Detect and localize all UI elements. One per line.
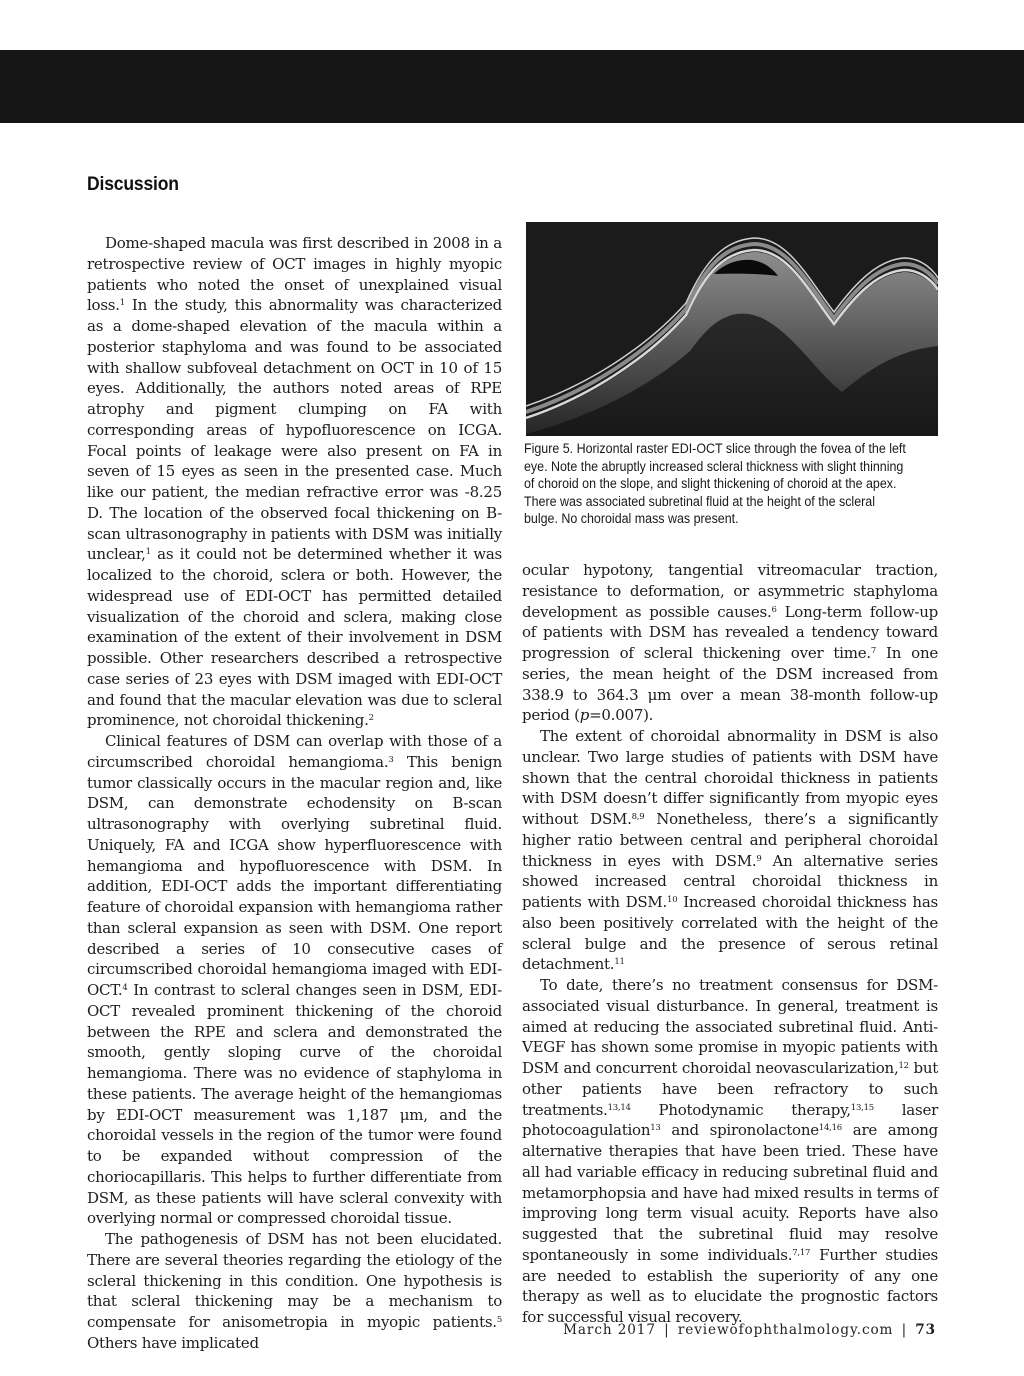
footer-date: March 2017 [563,1322,656,1338]
citation: 5 [496,1315,502,1325]
citation: 13 [650,1123,661,1134]
citation: 7,17 [792,1247,811,1258]
page-number: 73 [915,1322,936,1338]
paragraph-theories-continued: ocular hypotony, tangential vitreomacular traction, resistance to deformation, or asymmetric staphyloma development as possible causes.$^6$ Long-term follow-up of patients with DSM has revealed a tendency toward progression of scleral thickening over time.$^7$ In one series, the mean height of the DSM increased from 338.9 to 364.3 μm over a mean 38-month follow-up period (p=0.007). [522,561,938,725]
citation: 13,14 [607,1102,631,1113]
left-column [87,233,502,1354]
citation: 13,15 [850,1102,874,1113]
header-bar [0,50,1024,123]
page-footer: March 2017 | reviewofophthalmology.com | 73 [563,1322,936,1338]
citation: 10 [667,895,678,905]
citation: 2 [368,713,374,724]
paragraph-dsm-history: Dome-shaped macula was first described in 2008 in a retrospective review of OCT images in highly myopic patients who noted the onset of unexplained visual loss.$^1$ In the study, this abnormality was characterized as a dome-shaped elevation of the macula within a posterior staphyloma and was found to be associated with shallow subfoveal detachment on OCT in 10 of 15 eyes. Additionally, the authors noted areas of RPE atrophy and pigment clumping on FA with corresponding areas of hypofluorescence on ICGA. Focal points of leakage were also present on FA in seven of 15 eyes as seen in the presented case. Much like our patient, the median refractive error was -8.25 D. The location of the observed focal thickening on B-scan ultrasonography in patients with DSM was initially unclear,$^1$ as it could not be determined whether it was localized to the choroid, sclera or both. However, the widespread use of EDI-OCT has permitted detailed visualization of the choroid and sclera, making close examination of the extent of their involvement in DSM possible. Other researchers described a retrospective case series of 23 eyes with DSM imaged with EDI-OCT and found that the macular elevation was due to scleral prominence, not choroidal thickening.$^2$ [87,234,502,730]
paragraph-treatment: To date, there’s no treatment consensus for DSM-associated visual disturbance. In general, treatment is aimed at reducing the associated subretinal fluid. Anti-VEGF has shown some promise in myopic patients with DSM and concurrent choroidal neovascularization,$^{12}$ but other patients have been refractory to such treatments.$^{13,14}$ Photodynamic therapy,$^{13,15}$ laser photocoagulation$^{13}$ and spironolactone$^{14,16}$ are among alternative therapies that have been tried. These have all had variable efficacy in reducing subretinal fluid and metamorphopsia and have had mixed results in terms of improving long term visual acuity. Reports have also suggested that the subretinal fluid may resolve spontaneously in some individuals.$^{7,17}$ Further studies are needed to establish the superiority of any one therapy as well as to elucidate the prognostic factors for successful visual recovery. [522,976,939,1326]
citation: 1 [119,298,125,309]
citation: 1 [145,547,151,558]
paragraph-hemangioma: Clinical features of DSM can overlap with those of a circumscribed choroidal hemangioma.$^3$ This benign tumor classically occurs in the macular region and, like DSM, can demonstrate echodensity on B-scan ultrasonography with overlying subretinal fluid. Uniquely, FA and ICGA show hyperfluorescence with hemangioma and hypofluorescence with DSM. In addition, EDI-OCT adds the important differentiating feature of choroidal expansion with hemangioma rather than scleral expansion as seen with DSM. One report described a series of 10 consecutive cases of circumscribed choroidal hemangioma imaged with EDI-OCT.$^4$ In contrast to scleral changes seen in DSM, EDI-OCT revealed prominent thickening of the choroid between the RPE and sclera and demonstrated the smooth, gently sloping curve of the choroidal hemangioma. There was no evidence of staphyloma in these patients. The average height of the hemangiomas by EDI-OCT measurement was 1,187 μm, and the choroidal vessels in the region of the tumor were found to be expanded without compression of the choriocapillaris. This helps to further differentiate from DSM, as these patients will have scleral convexity with overlying normal or compressed choroidal tissue. [87,732,502,1228]
paragraph-choroidal-abnormality: The extent of choroidal abnormality in DSM is also unclear. Two large studies of patients with DSM have shown that the central choroidal thickness in patients with DSM doesn’t differ significantly from myopic eyes without DSM.$^{8,9}$ Nonetheless, there’s a significantly higher ratio between central and peripheral choroidal thickness in eyes with DSM.$^9$ An alternative series showed increased central choroidal thickness in patients with DSM.$^{10}$ Increased choroidal thickness has also been positively correlated with the height of the scleral bulge and the presence of serous retinal detachment.$^{11}$ [522,727,938,974]
citation: 3 [388,754,394,765]
right-column [522,560,938,1328]
citation: 12 [898,1061,909,1071]
paragraph-pathogenesis: The pathogenesis of DSM has not been elucidated. There are several theories regarding the etiology of the scleral thickening in this condition. One hypothesis is that scleral thickening may be a mechanism to compensate for anisometropia in myopic patients.$^5$ Others have implicated [87,1230,502,1352]
oct-scan-graphic [526,222,938,436]
citation: 4 [122,983,128,993]
footer-site: reviewofophthalmology.com [677,1322,894,1338]
citation: 8,9 [631,812,645,822]
citation: 9 [756,853,762,864]
section-heading: Discussion [87,173,179,195]
citation: 14,16 [818,1123,842,1134]
figure-caption: Figure 5. Horizontal raster EDI-OCT slice through the fovea of the left eye. Note the abruptly increased scleral thickness with slight thinning of choroid on the slope, and slight thickening of choroid at the apex. There was associated subretinal fluid at the height of the scleral bulge. No choroidal mass was present. [524,441,906,527]
citation: 11 [614,957,625,968]
citation: 7 [870,646,877,656]
oct-scan-image [526,222,938,436]
citation: 6 [771,604,777,615]
